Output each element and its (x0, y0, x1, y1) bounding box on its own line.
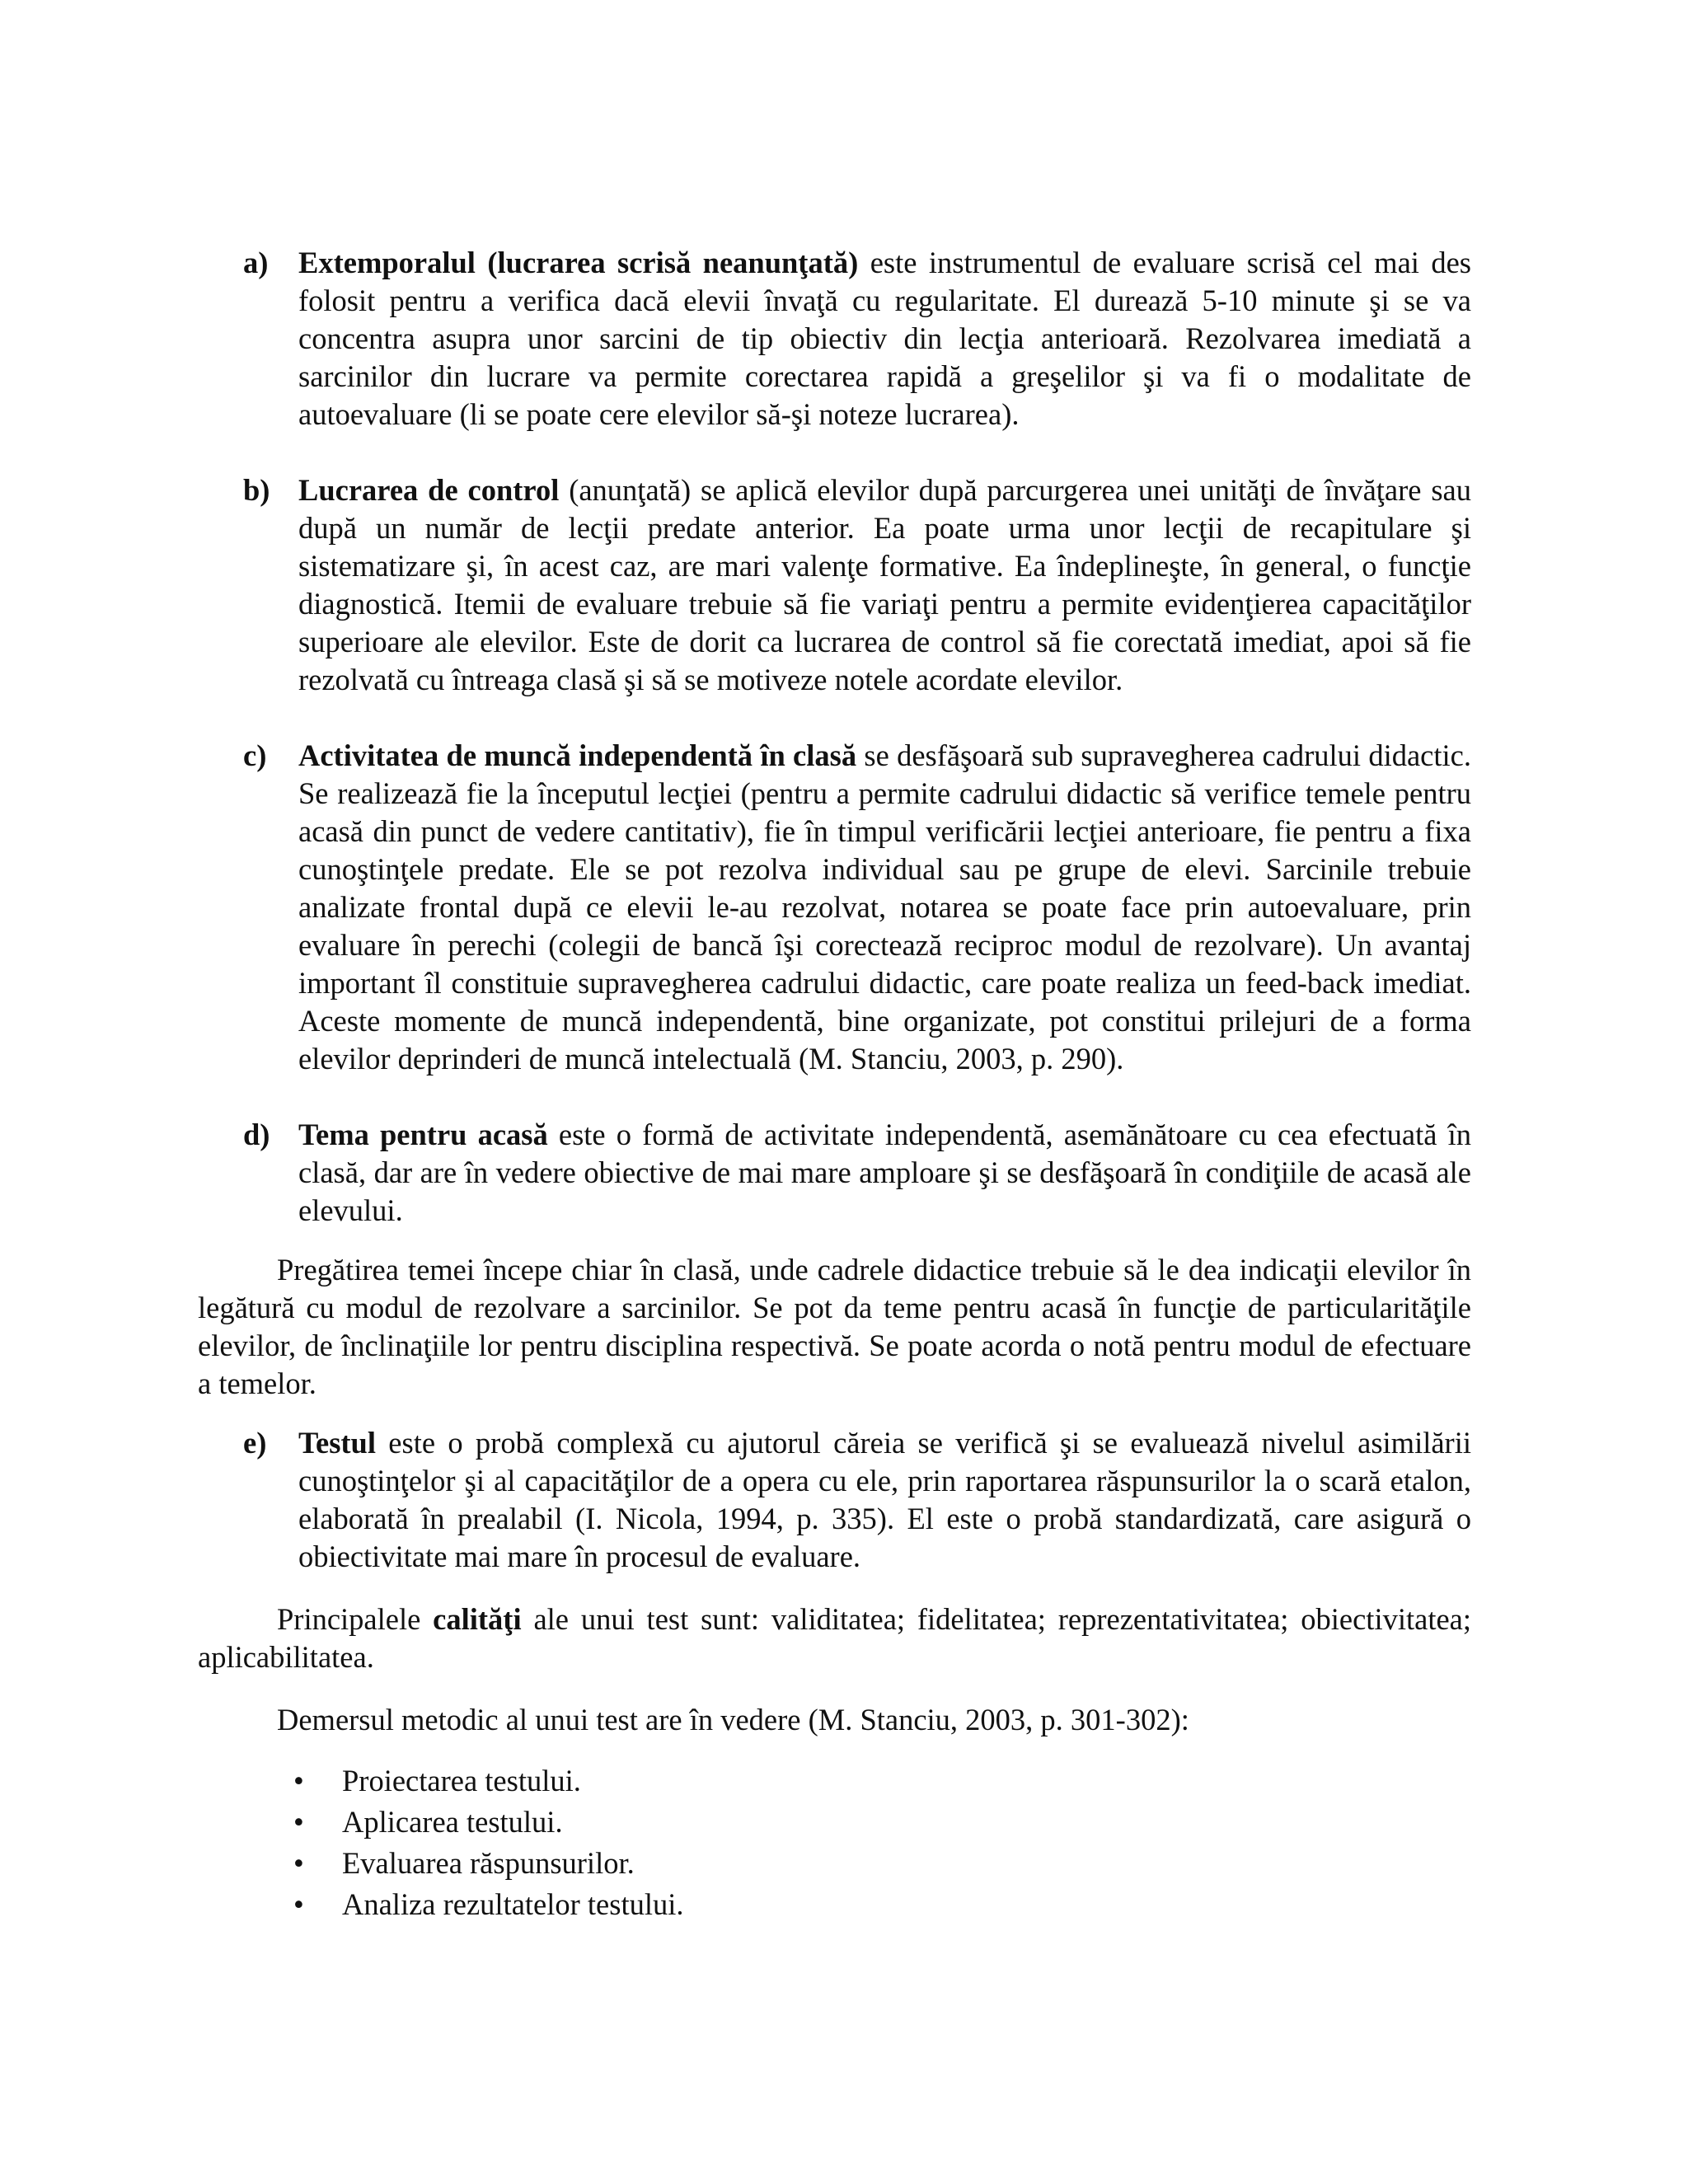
list-item (198, 1802, 1471, 1843)
list-item-extemporal (198, 244, 1471, 434)
paragraph-text: Principalele (277, 1602, 434, 1636)
item-text: (anunţată) se aplică elevilor după parcurgerea unei unităţi de învăţare sau după un număr de lecţii predate anterior. Ea poate urma unor lecţii de recapitulare şi sistematizare şi, în acest caz, are mari valenţe formative. Ea îndeplineşte, în general, o funcţie diagnostică. Itemii de evaluare trebuie să fie variaţi pentru a permite evidenţierea capacităţilor superioare ale elevilor. Este de dorit ca lucrarea de control să fie corectată imediat, apoi să fie rezolvată cu întreaga clasă şi să se motiveze notele acordate elevilor. (298, 473, 1471, 696)
bullet-text: Analiza rezultatelor testului. (342, 1887, 684, 1921)
paragraph-pregatirea-temei: Pregătirea temei începe chiar în clasă, unde cadrele didactice trebuie să le dea indicaţii elevilor în legătură cu modul de rezolvare a sarcinilor. Se pot da teme pentru acasă în funcţie de particularităţile elevilor, de înclinaţiile lor pentru disciplina respectivă. Se poate acorda o notă pentru modul de efectuare a temelor. (198, 1253, 1471, 1400)
bullet-text: Evaluarea răspunsurilor. (342, 1846, 635, 1880)
list-item-testul (198, 1424, 1471, 1576)
list-item (198, 1760, 1471, 1802)
list-item-lucrarea-de-control (198, 471, 1471, 699)
item-marker: b) (243, 473, 270, 507)
item-marker: e) (243, 1426, 267, 1460)
bullet-text: Aplicarea testului. (342, 1805, 563, 1839)
item-term: Testul (298, 1426, 376, 1460)
paragraph-calitati (198, 1601, 1471, 1676)
item-term: Extemporalul (lucrarea scrisă neanunţată) (298, 246, 859, 279)
item-marker: c) (243, 738, 267, 772)
paragraph-demers: Demersul metodic al unui test are în vedere (M. Stanciu, 2003, p. 301-302): (277, 1703, 1189, 1736)
list-item-activitate-independenta (198, 737, 1471, 1078)
list-item (198, 1884, 1471, 1925)
document-page (198, 244, 1471, 1925)
bullet-icon: • (293, 1846, 304, 1880)
bullet-list (198, 1760, 1471, 1925)
item-marker: a) (243, 246, 269, 279)
item-text: este o probă complexă cu ajutorul căreia se verifică şi se evaluează nivelul asimilării cunoştinţelor şi al capacităţilor de a opera cu ele, prin raportarea răspunsurilor la o scară etalon, elaborată în prealabil (I. Nicola, 1994, p. 335). El este o probă standardizată, care asigură o obiectivitate mai mare în procesul de evaluare. (298, 1426, 1471, 1573)
bullet-text: Proiectarea testului. (342, 1764, 581, 1797)
paragraph-bold-term: calităţi (433, 1602, 522, 1636)
item-term: Activitatea de muncă independentă în clasă (298, 738, 857, 772)
bullet-icon: • (293, 1805, 304, 1839)
item-text: este o formă de activitate independentă, asemănătoare cu cea efectuată în clasă, dar are în vedere obiective de mai mare amploare şi se desfăşoară în condiţiile de acasă ale elevului. (298, 1118, 1471, 1227)
list-item-tema-pentru-acasa (198, 1116, 1471, 1230)
item-term: Lucrarea de control (298, 473, 560, 507)
item-text: este instrumentul de evaluare scrisă cel mai des folosit pentru a verifica dacă elevii învaţă cu regularitate. El durează 5-10 minute şi se va concentra asupra unor sarcini de tip obiectiv din lecţia anterioară. Rezolvarea imediată a sarcinilor din lucrare va permite corectarea rapidă a greşelilor şi va fi o modalitate de autoevaluare (li se poate cere elevilor să-şi noteze lucrarea). (298, 246, 1471, 431)
item-term: Tema pentru acasă (298, 1118, 548, 1151)
list-item (198, 1843, 1471, 1884)
paragraph-text: ale unui test sunt: validitatea; fidelitatea; reprezentativitatea; obiectivitatea; aplicabilitatea. (198, 1602, 1471, 1674)
bullet-icon: • (293, 1887, 304, 1921)
item-marker: d) (243, 1118, 270, 1151)
item-text: se desfăşoară sub supravegherea cadrului didactic. Se realizează fie la începutul lecţiei (pentru a permite cadrului didactic să verifice temele pentru acasă din punct de vedere cantitativ), fie în timpul verificării lecţiei anterioare, fie pentru a fixa cunoştinţele predate. Ele se pot rezolva individual sau pe grupe de elevi. Sarcinile trebuie analizate frontal după ce elevii le-au rezolvat, notarea se poate face prin autoevaluare, prin evaluare în perechi (colegii de bancă îşi corectează reciproc modul de rezolvare). Un avantaj important îl constituie supravegherea cadrului didactic, care poate realiza un feed-back imediat. Aceste momente de muncă independentă, bine organizate, pot constitui prilejuri de a forma elevilor deprinderi de muncă intelectuală (M. Stanciu, 2003, p. 290). (298, 738, 1471, 1076)
bullet-icon: • (293, 1764, 304, 1797)
